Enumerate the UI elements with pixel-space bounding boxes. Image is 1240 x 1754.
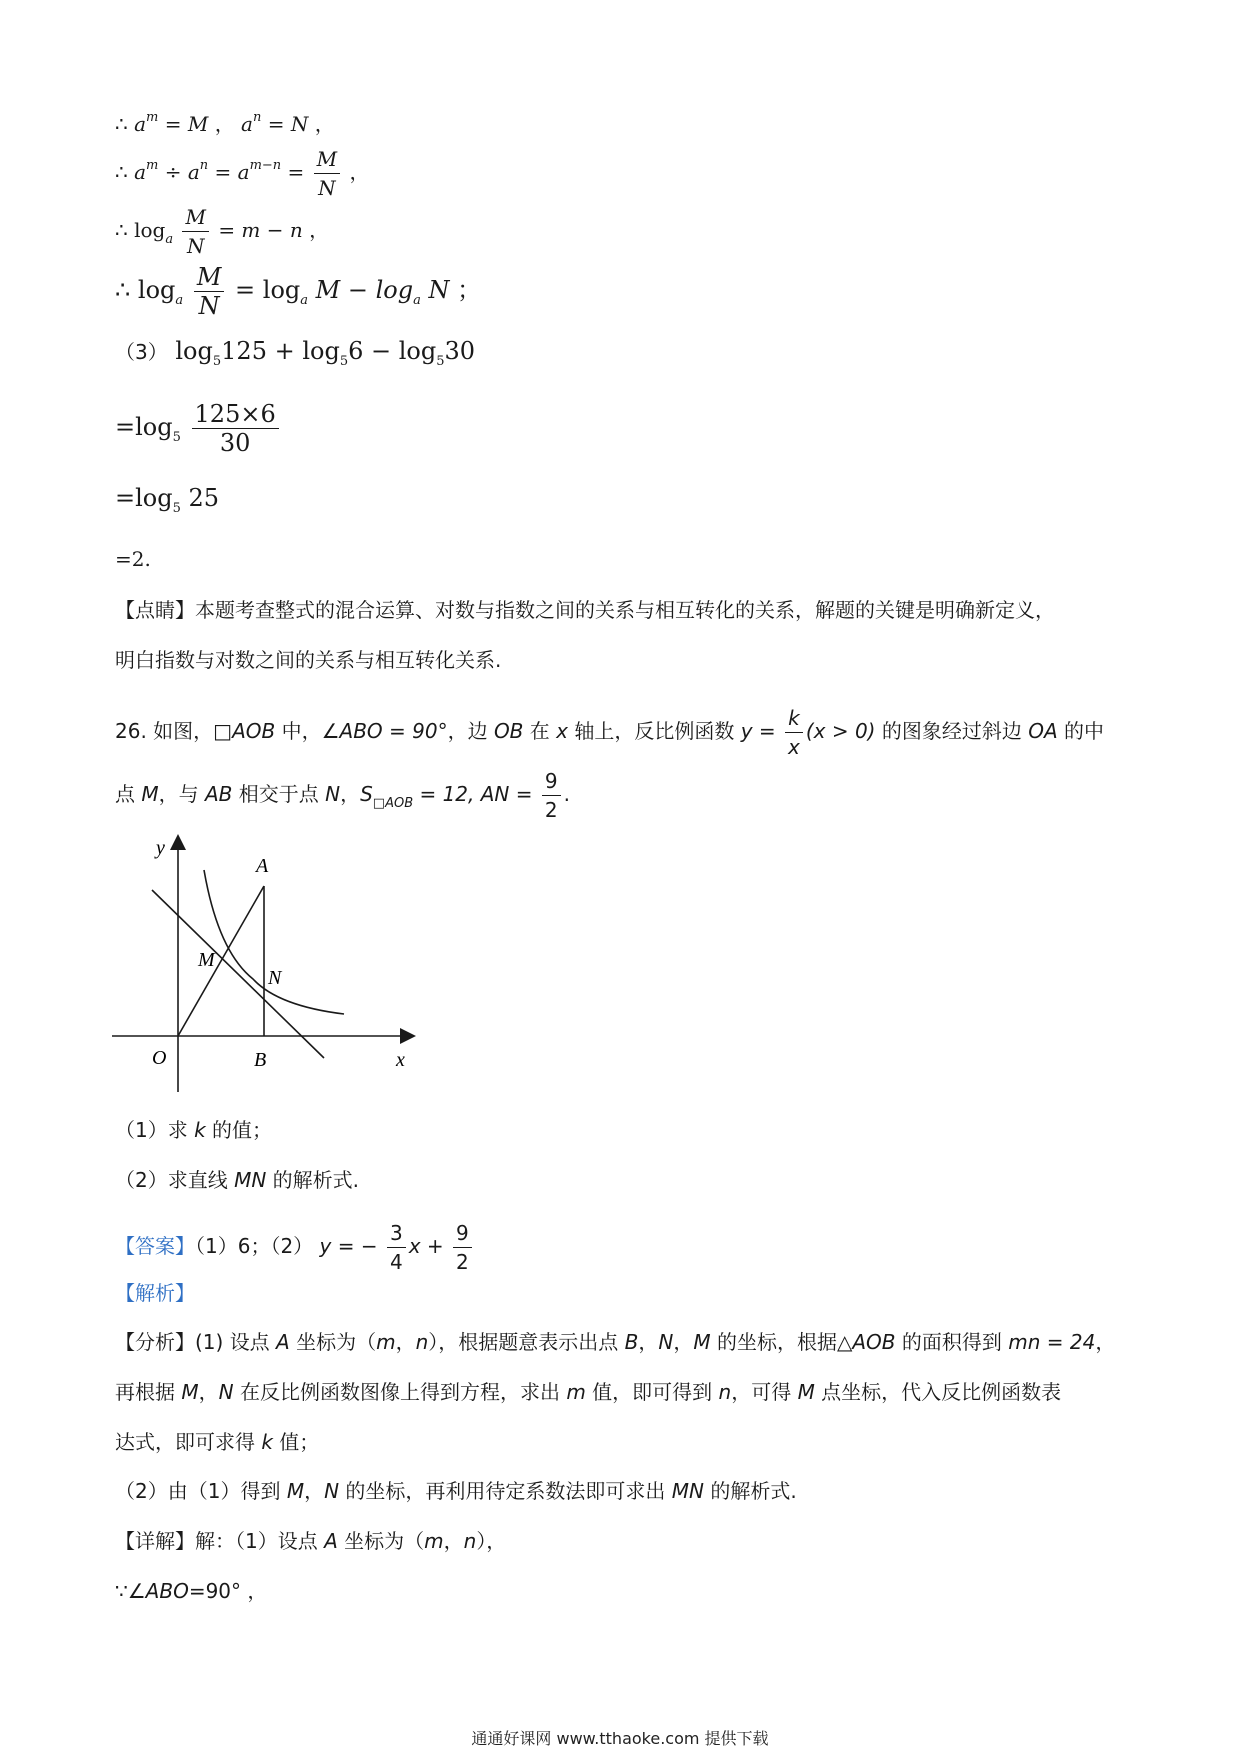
page-footer: 通通好课网 www.tthaoke.com 提供下载 — [471, 1729, 769, 1748]
label-y: y — [156, 837, 165, 859]
question-26-line-1: 26. 如图，□AOB 中，∠ABO = 90°，边 OB 在 x 轴上，反比例函数 y = $\frac{k}{x}$ (x > 0) 的图象经过斜边 OA 的中 — [115, 706, 1104, 759]
fraction-3-over-4: $\frac{3}{4}$ — [387, 1219, 406, 1276]
hyperbola-curve — [204, 870, 344, 1014]
answer-line: 【答案】（1）6；（2） y = − $\frac{3}{4}$ x + $\frac{9}{2}$ — [115, 1219, 475, 1276]
label-a: A — [256, 855, 269, 877]
fraction-k-over-x: $\frac{k}{x}$ — [785, 704, 803, 761]
sub-question-2: （2）求直线 MN 的解析式. — [115, 1168, 360, 1192]
segment-oa — [178, 886, 264, 1036]
xiangjie-line-2: ∵∠ABO=90° ， — [115, 1579, 268, 1603]
derivation-line-5: （3） $\log_5125 + \log_56 - \log_530$ — [115, 337, 476, 369]
question-26-line-2: 点 M，与 AB 相交于点 N，$S_{□AOB} = 12$, AN = $\frac{9}{2}$ . — [115, 769, 570, 822]
fenxi-line-4: （2）由（1）得到 M，N 的坐标，再利用待定系数法即可求出 MN 的解析式. — [115, 1479, 797, 1503]
fenxi-tag: 【分析】 — [115, 1330, 195, 1354]
dianjing-line-2: 明白指数与对数之间的关系与相互转化关系. — [115, 648, 502, 672]
label-x: x — [396, 1049, 405, 1071]
fenxi-line-1: 【分析】(1) 设点 A 坐标为（m，n），根据题意表示出点 B，N，M 的坐标，根据△AOB 的面积得到 mn = 24， — [115, 1330, 1116, 1354]
dianjing-tag: 【点睛】 — [115, 598, 195, 622]
fenxi-line-2: 再根据 M，N 在反比例函数图像上得到方程，求出 m 值，即可得到 n，可得 M 点坐标，代入反比例函数表 — [115, 1380, 1062, 1404]
fraction-9-over-2: $\frac{9}{2}$ — [453, 1219, 472, 1276]
derivation-line-3: ∴ $\log_a$ $\frac{M}{N}$ = m − n ， — [115, 205, 330, 258]
derivation-line-8: =2. — [115, 547, 151, 571]
fraction-m-over-n: $\frac{M}{N}$ — [314, 145, 340, 202]
fraction-9-over-2: $\frac{9}{2}$ — [542, 767, 561, 824]
label-n: N — [268, 967, 282, 989]
derivation-line-7: $=\log_5$ 25 — [115, 484, 220, 516]
derivation-line-2: ∴ $a^m \div a^n = a^{m-n}$ = $\frac{M}{N}$ ， — [115, 147, 370, 200]
fraction-m-over-n: $\frac{M}{N}$ — [182, 203, 208, 260]
fraction-m-over-n: $\frac{M}{N}$ — [194, 263, 225, 320]
xiangjie-line-1: 【详解】解：（1）设点 A 坐标为（m，n）， — [115, 1529, 507, 1553]
jiexi-tag: 【解析】 — [115, 1281, 195, 1305]
dianjing-line-1: 【点睛】本题考查整式的混合运算、对数与指数之间的关系与相互转化的关系，解题的关键是明确新定义， — [115, 598, 1055, 622]
derivation-line-4: ∴ $\log_a$ $\frac{M}{N}$ = $\log_a M - \log_a N$ ； — [115, 263, 482, 320]
geometry-figure — [108, 826, 428, 1096]
label-b: B — [254, 1049, 267, 1071]
answer-tag: 【答案】 — [115, 1234, 195, 1258]
derivation-line-1: ∴ $a^m = M$ ， $a^n = N$ ， — [115, 110, 335, 136]
fenxi-line-3: 达式，即可求得 k 值； — [115, 1430, 320, 1454]
jiexi-heading — [115, 1279, 195, 1307]
derivation-line-6: $=\log_5$ $\frac{125\times 6}{30}$ — [115, 400, 282, 457]
label-o: O — [152, 1047, 167, 1069]
label-m: M — [198, 949, 215, 971]
fraction-125x6-over-30: $\frac{125\times 6}{30}$ — [192, 400, 279, 457]
xiangjie-tag: 【详解】 — [115, 1529, 195, 1553]
sub-question-1: （1）求 k 的值； — [115, 1118, 273, 1142]
